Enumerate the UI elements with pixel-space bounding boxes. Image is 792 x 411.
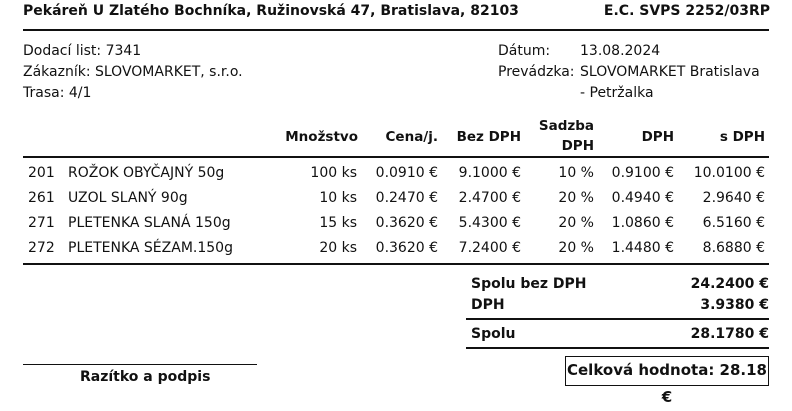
signature-line: [23, 364, 257, 365]
shop-value-district: - Petržalka: [580, 85, 654, 101]
row-vat: 1.0860 €: [611, 215, 674, 231]
row-code: 201: [28, 165, 55, 181]
totals-divider: [466, 318, 769, 320]
row-quantity: 15 ks: [319, 215, 357, 231]
col-rate-header-line1: Sadzba: [538, 118, 594, 134]
row-product-name: PLETENKA SÉZAM.150g: [68, 240, 233, 256]
company-header: Pekáreň U Zlatého Bochníka, Ružinovská 47, Bratislava, 82103: [23, 3, 519, 19]
row-code: 261: [28, 190, 55, 206]
col-unit-price-header: Cena/j.: [385, 129, 438, 145]
shop-label: Prevádzka:: [498, 64, 575, 80]
total-label: Spolu: [471, 326, 516, 342]
row-gross: 2.9640 €: [702, 190, 765, 206]
delivery-note-number: Dodací list: 7341: [23, 43, 142, 59]
date-label: Dátum:: [498, 43, 551, 59]
signature-label: Razítko a podpis: [80, 369, 211, 385]
row-net: 9.1000 €: [458, 165, 521, 181]
row-quantity: 100 ks: [310, 165, 357, 181]
table-header-divider: [23, 156, 769, 158]
total-vat-value: 3.9380 €: [700, 297, 769, 313]
row-gross: 6.5160 €: [702, 215, 765, 231]
row-vat-rate: 10 %: [558, 165, 594, 181]
ec-number: E.C. SVPS 2252/03RP: [603, 3, 770, 19]
header-divider: [23, 29, 769, 31]
row-net: 7.2400 €: [458, 240, 521, 256]
row-unit-price: 0.3620 €: [375, 215, 438, 231]
table-bottom-divider: [23, 263, 769, 265]
row-net: 2.4700 €: [458, 190, 521, 206]
shop-value: SLOVOMARKET Bratislava: [580, 64, 760, 80]
row-quantity: 20 ks: [319, 240, 357, 256]
col-quantity-header: Množstvo: [285, 129, 358, 145]
date-value: 13.08.2024: [580, 43, 661, 59]
row-code: 272: [28, 240, 55, 256]
total-net-value: 24.2400 €: [690, 276, 769, 292]
row-product-name: UZOL SLANÝ 90g: [68, 190, 188, 206]
row-unit-price: 0.3620 €: [375, 240, 438, 256]
totals-bottom-divider: [466, 347, 769, 349]
row-vat: 0.9100 €: [611, 165, 674, 181]
row-code: 271: [28, 215, 55, 231]
total-vat-label: DPH: [471, 297, 505, 313]
row-vat-rate: 20 %: [558, 190, 594, 206]
customer-name: Zákazník: SLOVOMARKET, s.r.o.: [23, 64, 243, 80]
total-value: 28.1780 €: [690, 326, 769, 342]
row-vat-rate: 20 %: [558, 240, 594, 256]
route: Trasa: 4/1: [23, 85, 92, 101]
row-quantity: 10 ks: [319, 190, 357, 206]
row-product-name: PLETENKA SLANÁ 150g: [68, 215, 231, 231]
grand-total-box: Celková hodnota: 28.18 €: [565, 356, 769, 386]
row-unit-price: 0.2470 €: [375, 190, 438, 206]
row-vat: 0.4940 €: [611, 190, 674, 206]
row-gross: 8.6880 €: [702, 240, 765, 256]
col-vat-header: DPH: [641, 129, 674, 145]
row-net: 5.4300 €: [458, 215, 521, 231]
col-net-header: Bez DPH: [456, 129, 521, 145]
row-vat-rate: 20 %: [558, 215, 594, 231]
row-gross: 10.0100 €: [693, 165, 765, 181]
row-product-name: ROŽOK OBYČAJNÝ 50g: [68, 165, 225, 181]
total-net-label: Spolu bez DPH: [471, 276, 587, 292]
row-unit-price: 0.0910 €: [375, 165, 438, 181]
col-gross-header: s DPH: [719, 129, 765, 145]
col-rate-header-line2: DPH: [561, 138, 594, 154]
row-vat: 1.4480 €: [611, 240, 674, 256]
